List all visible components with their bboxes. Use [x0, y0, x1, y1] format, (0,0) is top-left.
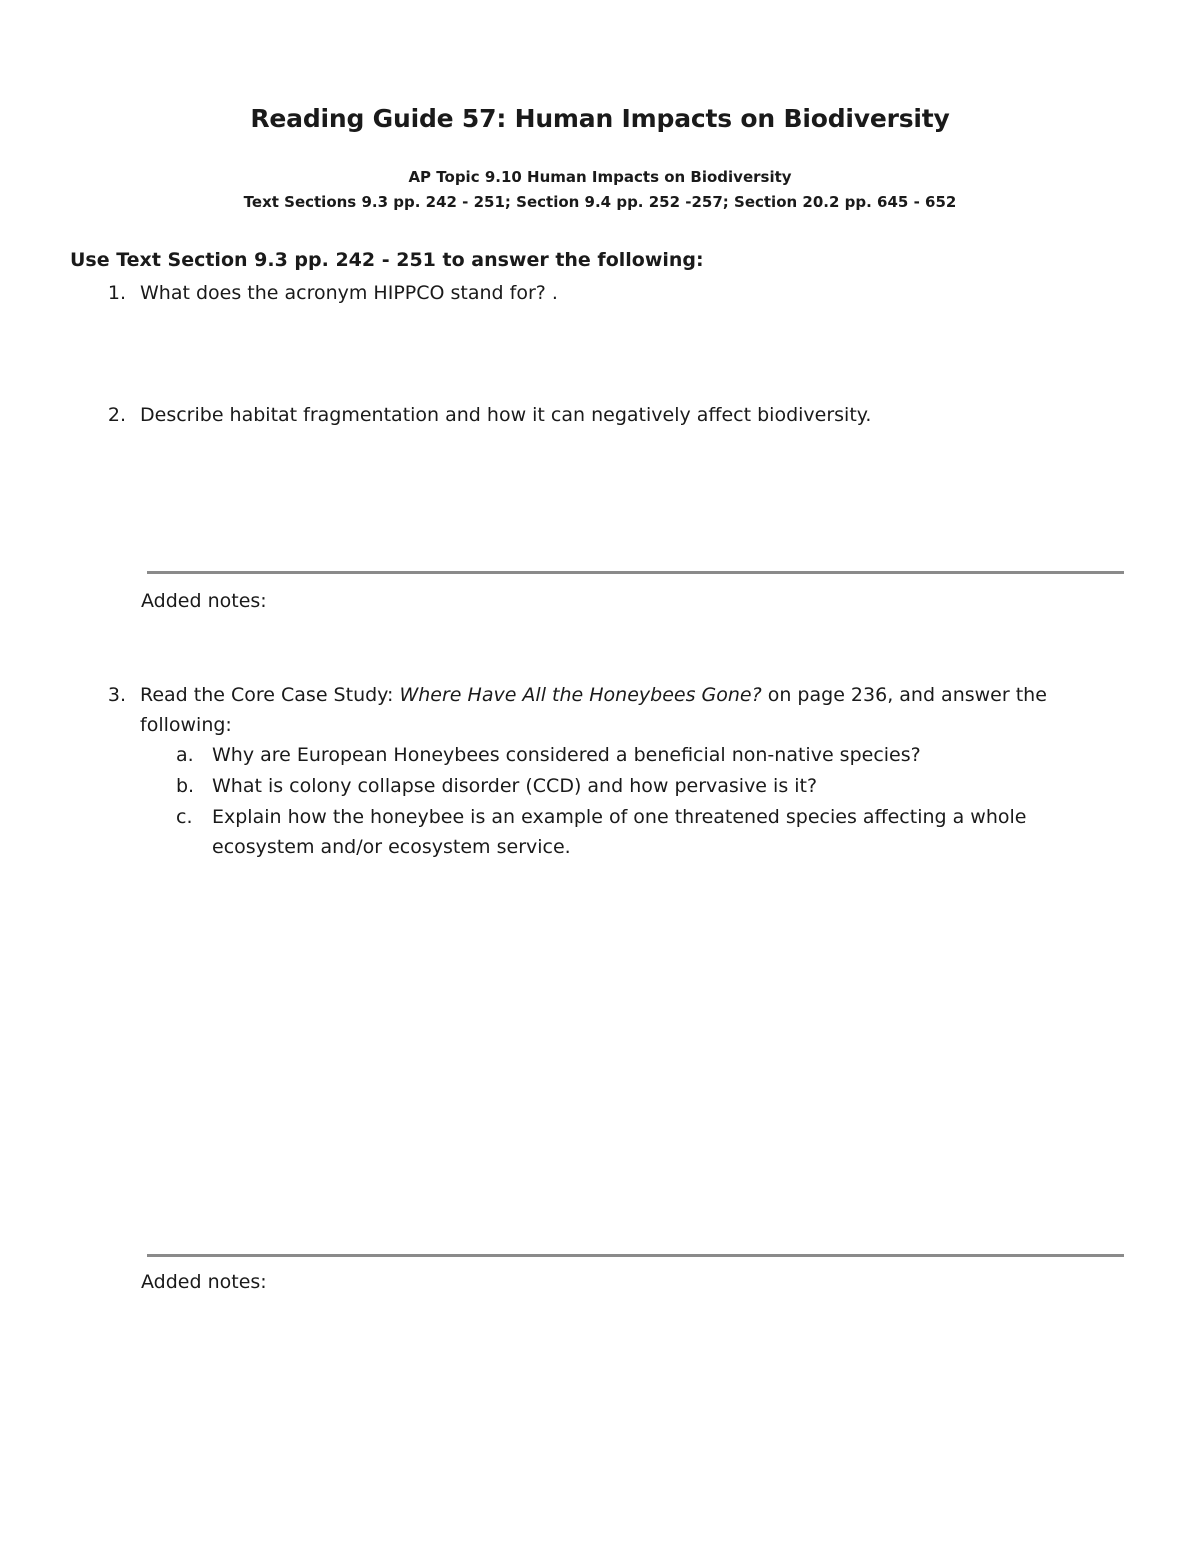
subquestion-text: Explain how the honeybee is an example of one threatened species affecting a whole ecosystem and/or ecosystem service.: [212, 806, 1027, 858]
question-text-lead: Read the Core Case Study:: [140, 684, 400, 706]
question-number: 2.: [107, 404, 126, 426]
question-number: 3.: [107, 684, 126, 706]
subquestion-letter: c.: [176, 806, 193, 828]
case-study-title: Where Have All the Honeybees Gone?: [399, 684, 762, 706]
added-notes-label: Added notes:: [141, 1271, 267, 1293]
subquestion-text: Why are European Honeybees considered a beneficial non-native species?: [212, 744, 921, 766]
subquestion-letter: b.: [176, 775, 195, 797]
sections-subtitle: Text Sections 9.3 pp. 242 - 251; Section 9.4 pp. 252 -257; Section 20.2 pp. 645 - 652: [243, 193, 957, 211]
divider-line: [147, 571, 1124, 574]
question-text-tail: on page 236, and answer the following:: [140, 684, 1047, 736]
added-notes-label: Added notes:: [141, 590, 267, 612]
page-title: Reading Guide 57: Human Impacts on Biodiversity: [250, 104, 950, 133]
question-text: What does the acronym HIPPCO stand for? .: [140, 282, 558, 304]
section-heading: Use Text Section 9.3 pp. 242 - 251 to answer the following:: [70, 249, 704, 271]
topic-subtitle: AP Topic 9.10 Human Impacts on Biodiversity: [408, 168, 792, 186]
question-text: [140, 680, 1090, 740]
subquestion-text: What is colony collapse disorder (CCD) and how pervasive is it?: [212, 775, 818, 797]
subquestion-letter: a.: [176, 744, 194, 766]
divider-line: [147, 1254, 1124, 1257]
question-number: 1.: [107, 282, 126, 304]
question-text: Describe habitat fragmentation and how it can negatively affect biodiversity.: [140, 404, 872, 426]
